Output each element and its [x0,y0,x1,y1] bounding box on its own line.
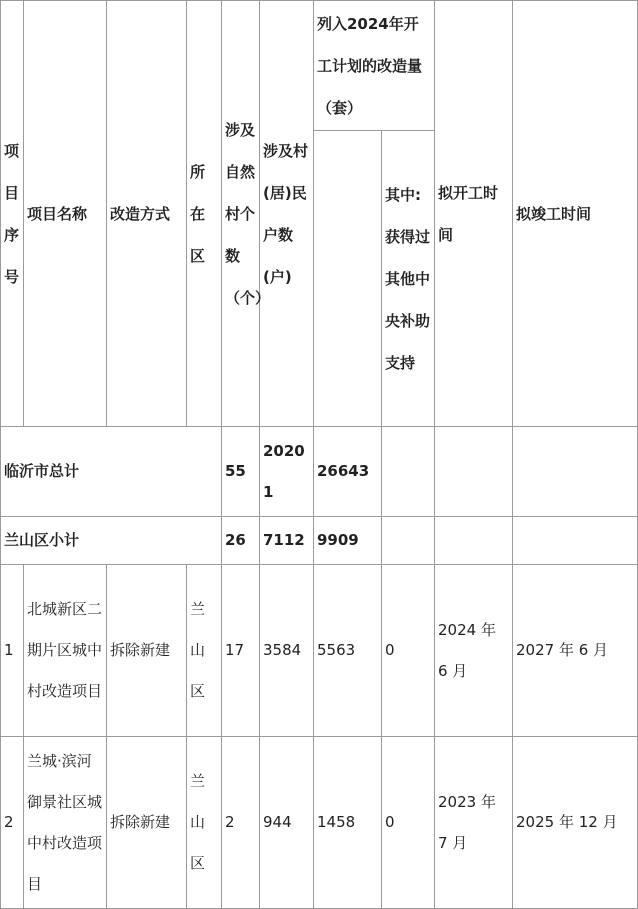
table-row [1,565,638,737]
row-name: 兰城·滨河御景社区城中村改造项目 [24,737,107,909]
header-villages: 涉及自然村个数（个） [222,1,260,427]
summary-villages: 55 [222,427,260,517]
row-start: 2023 年 7 月 [435,737,513,909]
header-seq: 项目序号 [1,1,24,427]
header-plan-group: 列入2024年开工计划的改造量（套） [314,1,435,131]
empty-cell [513,517,638,565]
row-central: 0 [382,565,435,737]
row-households: 944 [260,737,314,909]
summary-label: 兰山区小计 [1,517,222,565]
empty-cell [435,517,513,565]
row-method: 拆除新建 [107,565,187,737]
row-households: 3584 [260,565,314,737]
row-central: 0 [382,737,435,909]
empty-cell [513,427,638,517]
header-plan-central: 其中:获得过其他中央补助支持 [382,131,435,427]
summary-row-district [1,517,638,565]
summary-households: 7112 [260,517,314,565]
row-finish: 2027 年 6 月 [513,565,638,737]
row-finish: 2025 年 12 月 [513,737,638,909]
header-finish: 拟竣工时间 [513,1,638,427]
summary-villages: 26 [222,517,260,565]
header-plan-total [314,131,382,427]
summary-plan: 9909 [314,517,382,565]
row-seq: 2 [1,737,24,909]
empty-cell [382,427,435,517]
row-method: 拆除新建 [107,737,187,909]
empty-cell [435,427,513,517]
row-plan: 1458 [314,737,382,909]
row-district: 兰山区 [187,565,222,737]
summary-households: 20201 [260,427,314,517]
row-district: 兰山区 [187,737,222,909]
row-name: 北城新区二期片区城中村改造项目 [24,565,107,737]
row-plan: 5563 [314,565,382,737]
header-district: 所在区 [187,1,222,427]
table-row [1,737,638,909]
header-households: 涉及村(居)民户数(户) [260,1,314,427]
summary-label: 临沂市总计 [1,427,222,517]
row-villages: 2 [222,737,260,909]
header-method: 改造方式 [107,1,187,427]
summary-plan: 26643 [314,427,382,517]
empty-cell [382,517,435,565]
row-villages: 17 [222,565,260,737]
header-name: 项目名称 [24,1,107,427]
row-start: 2024 年 6 月 [435,565,513,737]
summary-row-city [1,427,638,517]
header-start: 拟开工时间 [435,1,513,427]
row-seq: 1 [1,565,24,737]
